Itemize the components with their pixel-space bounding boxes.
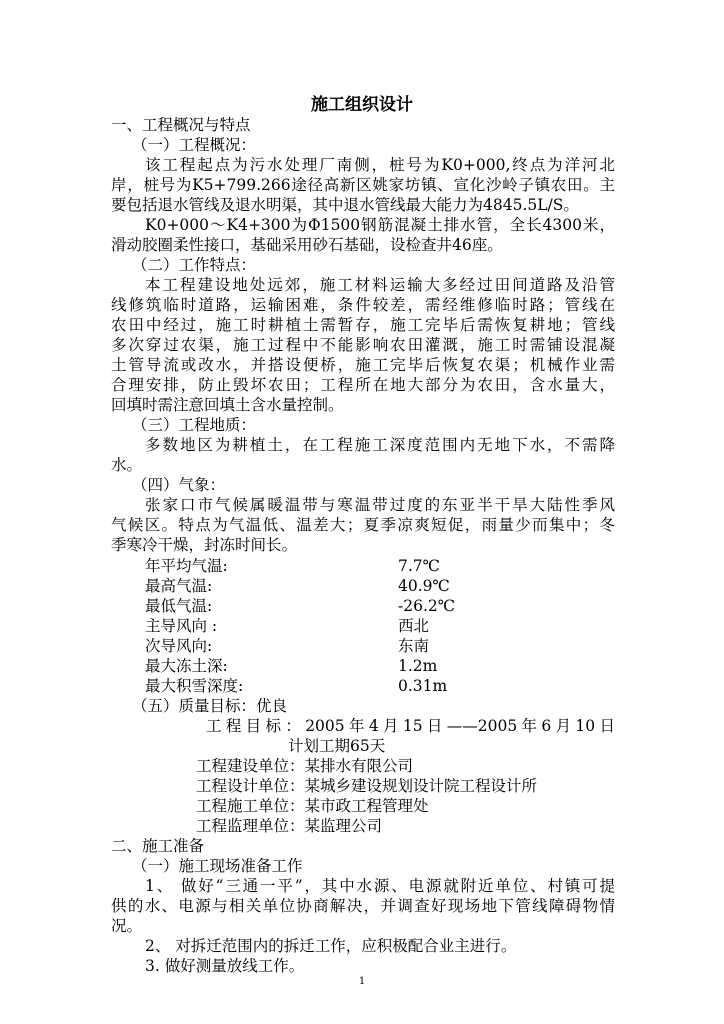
target-line: 工程目标：2005年4月15日——2005年6月10日 [206,717,615,735]
climate-value: 东南 [398,637,430,655]
paragraph-line: K0+000～K4+300为Φ1500钢筋混凝土排水管，全长4300米， [145,216,615,234]
paragraph-line: 多次穿过农渠，施工过程中不能影响农田灌溉，施工时需铺设混凝 [111,336,615,354]
unit-line: 工程建设单位：某排水有限公司 [196,757,414,775]
climate-value: 1.2m [398,657,438,675]
paragraph-line: 滑动胶圈柔性接口，基础采用砂石基础，设检查井46座。 [111,236,503,254]
section-heading: 二、施工准备 [111,837,205,855]
paragraph-line: 气候区。特点为气温低、温差大；夏季凉爽短促，雨量少而集中；冬 [111,516,615,534]
climate-label: 主导风向 : [145,617,218,635]
subsection-heading: （四）气象： [132,476,226,494]
paragraph-line: 本工程建设地处远郊，施工材料运输大多经过田间道路及沿管 [145,276,615,294]
climate-value: 0.31m [398,677,448,695]
paragraph-line: 供的水、电源与相关单位协商解决，并调查好现场地下管线障碍物情 [111,897,615,915]
climate-label: 最大冻土深: [145,657,228,675]
paragraph-line: 多数地区为耕植土，在工程施工深度范围内无地下水，不需降 [145,436,615,454]
climate-value: -26.2℃ [398,597,456,615]
paragraph-line: 岸，桩号为K5+799.266途径高新区姚家坊镇、宣化沙岭子镇农田。主 [111,176,615,194]
paragraph-line: 该工程起点为污水处理厂南侧，桩号为K0+000,终点为洋河北 [145,156,615,174]
unit-line: 工程监理单位：某监理公司 [196,817,383,835]
climate-value: 40.9℃ [398,577,450,595]
paragraph-line: 合理安排，防止毁坏农田；工程所在地大部分为农田，含水量大， [111,376,615,394]
paragraph-line: 3. 做好测量放线工作。 [145,957,305,975]
subsection-heading: （一）工程概况： [132,136,257,154]
paragraph-line: 要包括退水管线及退水明渠，其中退水管线最大能力为4845.5L/S。 [111,196,579,214]
subsection-heading: （一）施工现场准备工作 [132,857,303,875]
paragraph-line: 水。 [111,456,143,474]
paragraph-line: 回填时需注意回填土含水量控制。 [111,396,344,414]
paragraph-line: 线修筑临时道路，运输困难，条件较差，需经维修临时路；管线在 [111,296,615,314]
paragraph-line: 2、 对拆迁范围内的拆迁工作，应积极配合业主进行。 [145,937,517,955]
document-title: 施工组织设计 [311,95,413,115]
section-heading: 一、工程概况与特点 [111,116,251,134]
paragraph-line: 农田中经过，施工时耕植土需暂存，施工完毕后需恢复耕地；管线 [111,316,615,334]
subsection-heading: （三）工程地质： [132,416,257,434]
paragraph-line: 季寒冷干燥，封冻时间长。 [111,536,298,554]
paragraph-line: 张家口市气候属暖温带与寒温带过度的东亚半干旱大陆性季风 [145,496,615,514]
climate-label: 年平均气温: [145,557,228,575]
schedule-line: 计划工期65天 [288,737,386,755]
paragraph-line: 1、 做好“三通一平”，其中水源、电源就附近单位、村镇可提 [145,877,615,895]
paragraph-line: 土管导流或改水，并搭设便桥，施工完毕后恢复农渠；机械作业需 [111,356,615,374]
subsection-heading: （五）质量目标：优良 [132,697,288,715]
climate-value: 7.7℃ [398,557,440,575]
unit-line: 工程设计单位：某城乡建设规划设计院工程设计所 [196,777,538,795]
climate-label: 最大积雪深度: [145,677,244,695]
paragraph-line: 况。 [111,917,143,935]
climate-label: 最低气温: [145,597,213,615]
unit-line: 工程施工单位：某市政工程管理处 [196,797,429,815]
climate-label: 最高气温: [145,577,213,595]
page-number: 1 [358,976,366,987]
subsection-heading: （二）工作特点： [132,256,257,274]
climate-value: 西北 [398,617,430,635]
climate-label: 次导风向: [145,637,213,655]
